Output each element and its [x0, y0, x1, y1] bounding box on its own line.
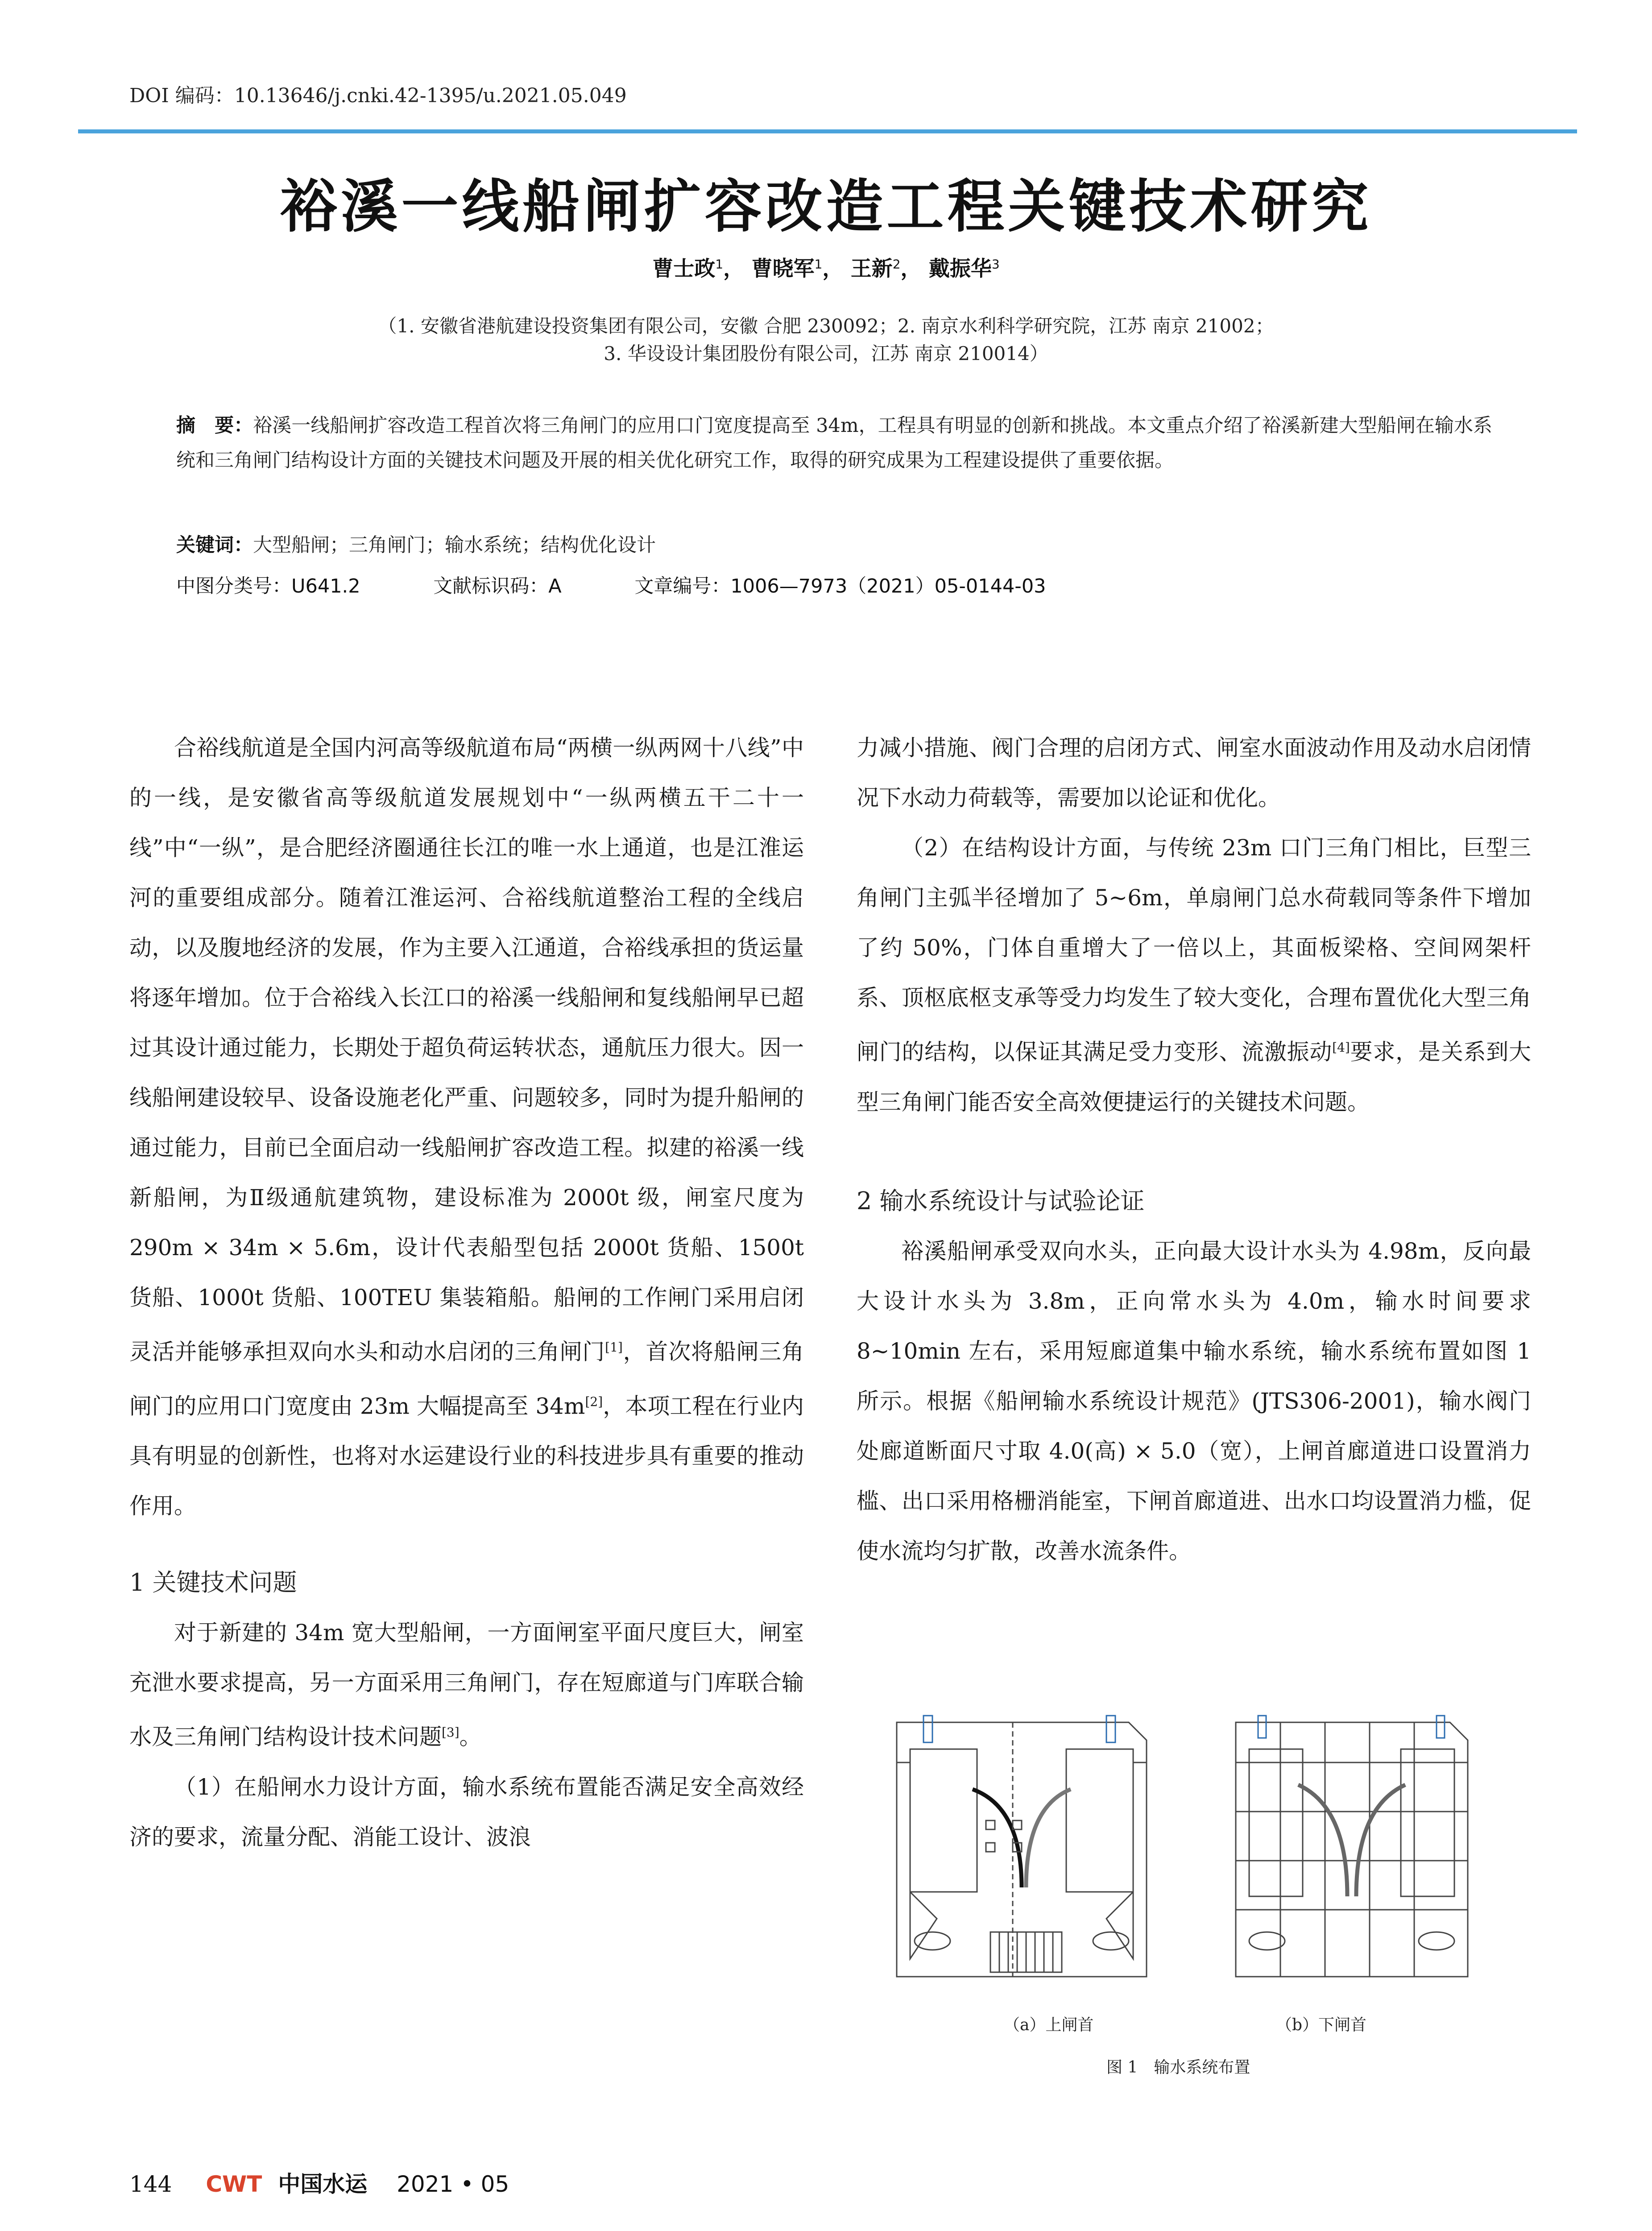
body-paragraph: 力减小措施、阀门合理的启闭方式、闸室水面波动作用及动水启闭情况下水动力荷载等，需要加以论证和优化。	[857, 735, 1531, 811]
journal-logo: CWT	[206, 2171, 262, 2197]
page-footer	[129, 2166, 509, 2198]
keywords	[176, 530, 656, 557]
abstract	[176, 408, 1492, 478]
citation-ref: [3]	[442, 1725, 460, 1740]
body-paragraph: （1）在船闸水力设计方面，输水系统布置能否满足安全高效经济的要求，流量分配、消能工设计、波浪	[129, 1774, 804, 1850]
body-paragraph: 裕溪船闸承受双向水头，正向最大设计水头为 4.98m，反向最大设计水头为 3.8m，正向常水头为 4.0m，输水时间要求 8~10min 左右，采用短廊道集中输水系统，输水系统布置如图 1 所示。根据《船闸输水系统设计规范》(JTS306-2001)，输水阀门处廊道断面尺寸取 4.0(高) × 5.0（宽），上闸首廊道进口设置消力槛、出口采用格栅消能室，下闸首廊道进、出水口均设置消力槛，促使水流均匀扩散，改善水流条件。	[857, 1238, 1531, 1564]
author-affil-mark: 3	[991, 257, 1000, 272]
article-number: 文章编号：1006—7973（2021）05-0144-03	[634, 575, 1046, 597]
author-list	[0, 252, 1652, 282]
body-paragraph: 合裕线航道是全国内河高等级航道布局“两横一纵两网十八线”中的一线，是安徽省高等级航道发展规划中“一纵两横五干二十一线”中“一纵”，是合肥经济圈通往长江的唯一水上通道，也是江淮运河的重要组成部分。随着江淮运河、合裕线航道整治工程的全线启动，以及腹地经济的发展，作为主要入江通道，合裕线承担的货运量将逐年增加。位于合裕线入长江口的裕溪一线船闸和复线船闸早已超过其设计通过能力，长期处于超负荷运转状态，通航压力很大。因一线船闸建设较早、设备设施老化严重、问题较多，同时为提升船闸的通过能力，目前已全面启动一线船闸扩容改造工程。拟建的裕溪一线新船闸，为Ⅱ级通航建筑物，建设标准为 2000t 级，闸室尺度为 290m × 34m × 5.6m，设计代表船型包括 2000t 货船、1500t 货船、1000t 货船、100TEU 集装箱船。船闸的工作闸门采用启闭灵活并能够承担双向水头和动水启闭的三角闸门[1]，首次将船闸三角闸门的应用口门宽度由 23m 大幅提高至 34m[2]，本项工程在行业内具有明显的创新性，也将对水运建设行业的科技进步具有重要的推动作用。	[129, 735, 804, 1519]
journal-name: 中国水运	[278, 2171, 368, 2197]
subfigure-label-b: （b）下闸首	[1276, 2016, 1367, 2034]
affiliations	[0, 312, 1652, 368]
left-column	[129, 723, 804, 1862]
keywords-text: 大型船闸；三角闸门；输水系统；结构优化设计	[253, 534, 656, 556]
classification-line	[176, 571, 1492, 598]
journal-issue: 2021 • 05	[397, 2171, 509, 2197]
author-separator: ，	[822, 257, 844, 281]
section-heading: 1 关键技术问题	[129, 1568, 297, 1597]
figure-drawings	[879, 1709, 1512, 2003]
abstract-text: 裕溪一线船闸扩容改造工程首次将三角闸门的应用口门宽度提高至 34m，工程具有明显的创新和挑战。本文重点介绍了裕溪新建大型船闸在输水系统和三角闸门结构设计方面的关键技术问题及开展的相关优化研究工作，取得的研究成果为工程建设提供了重要依据。	[176, 415, 1492, 472]
header-rule	[78, 129, 1577, 133]
right-column	[857, 723, 1531, 1576]
body-paragraph: （2）在结构设计方面，与传统 23m 口门三角门相比，巨型三角闸门主弧半径增加了 5~6m，单扇闸门总水荷载同等条件下增加了约 50%，门体自重增大了一倍以上，其面板梁格、空间网架杆系、顶枢底枢支承等受力均发生了较大变化，合理布置优化大型三角闸门的结构，以保证其满足受力变形、流激振动[4]要求，是关系到大型三角闸门能否安全高效便捷运行的关键技术问题。	[857, 835, 1532, 1115]
author-affil-mark: 1	[715, 257, 724, 272]
author-name: 曹士政	[652, 257, 716, 281]
upper-lock-head-drawing	[897, 1716, 1147, 1977]
doi-line: DOI 编码：10.13646/j.cnki.42-1395/u.2021.05.049	[129, 84, 627, 107]
page-number: 144	[129, 2171, 172, 2197]
clc-number: 中图分类号：U641.2	[176, 575, 360, 597]
section-heading: 2 输水系统设计与试验论证	[857, 1186, 1145, 1215]
affiliation-line: （1. 安徽省港航建设投资集团有限公司，安徽 合肥 230092；2. 南京水利科学研究院，江苏 南京 21002；	[378, 315, 1274, 337]
author-separator: ，	[900, 257, 922, 281]
document-code: 文献标识码：A	[433, 575, 562, 597]
author-affil-mark: 2	[892, 257, 901, 272]
citation-ref: [2]	[585, 1394, 603, 1409]
author-affil-mark: 1	[814, 257, 823, 272]
lower-lock-head-drawing	[1236, 1716, 1468, 1977]
body-paragraph: 对于新建的 34m 宽大型船闸，一方面闸室平面尺度巨大，闸室充泄水要求提高，另一方面采用三角闸门，存在短廊道与门库联合输水及三角闸门结构设计技术问题[3]。	[129, 1620, 804, 1750]
abstract-label: 摘 要：	[176, 415, 253, 437]
author-name: 戴振华	[928, 257, 992, 281]
figure-water-conveyance-layout	[857, 1709, 1531, 2093]
citation-ref: [4]	[1332, 1040, 1350, 1055]
keywords-label: 关键词：	[176, 534, 253, 556]
author-name: 王新	[850, 257, 893, 281]
paper-title: 裕溪一线船闸扩容改造工程关键技术研究	[280, 173, 1372, 240]
author-separator: ，	[723, 257, 745, 281]
subfigure-label-a: （a）上闸首	[1004, 2016, 1094, 2034]
author-name: 曹晓军	[751, 257, 815, 281]
figure-caption: 图 1 输水系统布置	[1106, 2058, 1250, 2077]
affiliation-line: 3. 华设设计集团股份有限公司，江苏 南京 210014）	[604, 343, 1048, 365]
citation-ref: [1]	[605, 1340, 623, 1355]
